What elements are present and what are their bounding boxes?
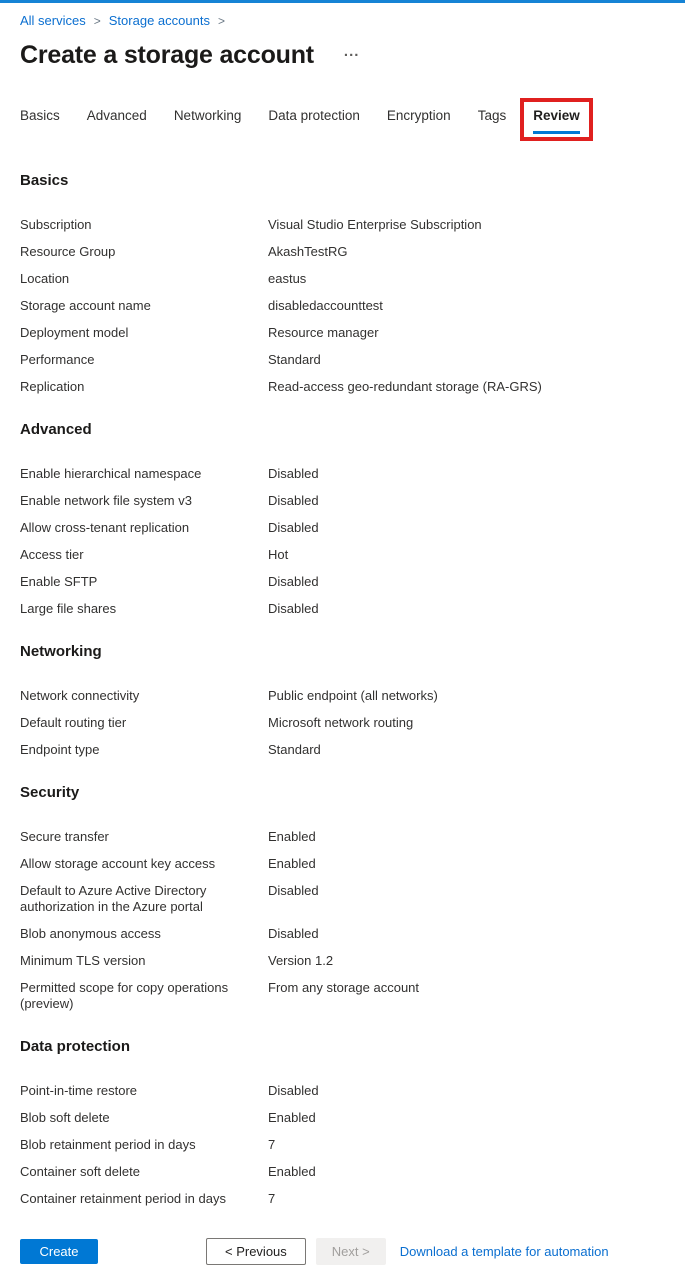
section-networking	[20, 643, 665, 764]
review-row-location	[20, 266, 665, 293]
row-label: Blob soft delete	[20, 1110, 110, 1125]
row-value: Enabled	[268, 856, 316, 871]
tab-review[interactable]: Review	[533, 108, 580, 134]
row-value: Hot	[268, 547, 289, 562]
row-value: Enabled	[268, 829, 316, 844]
row-label: Allow cross-tenant replication	[20, 520, 190, 535]
row-value: Enabled	[268, 1164, 316, 1179]
review-row-enable-network-file-system-v3	[20, 488, 665, 515]
row-value: Resource manager	[268, 325, 379, 340]
row-label: Storage account name	[20, 298, 151, 313]
row-label: Blob retainment period in days	[20, 1137, 196, 1152]
row-label: Blob anonymous access	[20, 926, 161, 941]
row-value: Disabled	[268, 926, 319, 941]
row-value: Public endpoint (all networks)	[268, 688, 438, 703]
create-button[interactable]: Create	[20, 1239, 98, 1264]
review-tab-highlight-annotation	[520, 98, 593, 141]
section-title-advanced: Advanced	[20, 421, 92, 438]
row-value: Microsoft network routing	[268, 715, 414, 730]
row-value: Disabled	[268, 574, 319, 589]
review-row-default-routing-tier	[20, 710, 665, 737]
row-label: Default routing tier	[20, 715, 127, 730]
row-label: Location	[20, 271, 70, 286]
row-label: Subscription	[20, 217, 92, 232]
review-row-minimum-tls-version	[20, 948, 665, 975]
row-value: Standard	[268, 352, 321, 367]
row-label: Container retainment period in days	[20, 1191, 226, 1206]
row-label: Container soft delete	[20, 1164, 140, 1179]
page-header	[20, 41, 665, 70]
row-label: Endpoint type	[20, 742, 100, 757]
row-label: Secure transfer	[20, 829, 109, 844]
breadcrumb-separator: >	[217, 13, 225, 28]
review-row-enable-sftp	[20, 569, 665, 596]
row-label: Large file shares	[20, 601, 117, 616]
wizard-footer	[20, 1238, 665, 1279]
row-value: From any storage account	[268, 980, 420, 995]
tab-basics[interactable]: Basics	[20, 108, 60, 123]
section-advanced	[20, 421, 665, 623]
row-label: Resource Group	[20, 244, 116, 259]
review-row-permitted-scope-for-copy-operations-preview	[20, 975, 665, 1018]
review-row-replication	[20, 374, 665, 401]
section-data-protection	[20, 1038, 665, 1213]
review-row-enable-hierarchical-namespace	[20, 461, 665, 488]
previous-button[interactable]: < Previous	[206, 1238, 306, 1265]
breadcrumb-link-storage-accounts[interactable]: Storage accounts	[108, 13, 210, 28]
wizard-tab-bar	[20, 108, 665, 141]
row-label: Enable network file system v3	[20, 493, 192, 508]
tab-networking[interactable]: Networking	[173, 108, 242, 123]
review-row-default-to-azure-active-directory-authorization-in-the-azure-portal	[20, 878, 665, 921]
row-value: Read-access geo-redundant storage (RA-GRS)	[268, 379, 542, 394]
row-label: Network connectivity	[20, 688, 140, 703]
review-row-storage-account-name	[20, 293, 665, 320]
row-label: Deployment model	[20, 325, 129, 340]
row-label: Default to Azure Active Directory authorization in the Azure portal	[20, 883, 207, 914]
page-title: Create a storage account	[20, 41, 314, 69]
review-summary	[20, 141, 665, 1213]
row-value: 7	[268, 1191, 276, 1206]
review-row-performance	[20, 347, 665, 374]
review-row-network-connectivity	[20, 683, 665, 710]
section-title-networking: Networking	[20, 643, 102, 660]
row-value: eastus	[268, 271, 307, 286]
row-label: Enable hierarchical namespace	[20, 466, 202, 481]
row-value: Standard	[268, 742, 321, 757]
review-row-allow-cross-tenant-replication	[20, 515, 665, 542]
section-security	[20, 784, 665, 1018]
review-row-point-in-time-restore	[20, 1078, 665, 1105]
review-row-blob-soft-delete	[20, 1105, 665, 1132]
section-title-basics: Basics	[20, 172, 69, 189]
tab-advanced[interactable]: Advanced	[86, 108, 147, 123]
download-template-link[interactable]: Download a template for automation	[399, 1244, 609, 1259]
review-row-secure-transfer	[20, 824, 665, 851]
tab-tags[interactable]: Tags	[477, 108, 507, 123]
row-label: Permitted scope for copy operations (preview)	[20, 980, 229, 1011]
row-value: Disabled	[268, 466, 319, 481]
breadcrumb-link-all-services[interactable]: All services	[20, 13, 86, 28]
review-row-allow-storage-account-key-access	[20, 851, 665, 878]
row-value: 7	[268, 1137, 276, 1152]
breadcrumb	[20, 13, 665, 28]
section-title-security: Security	[20, 784, 80, 801]
row-value: AkashTestRG	[268, 244, 348, 259]
review-row-large-file-shares	[20, 596, 665, 623]
row-label: Point-in-time restore	[20, 1083, 138, 1098]
row-value: Disabled	[268, 601, 319, 616]
review-row-blob-retainment-period-in-days	[20, 1132, 665, 1159]
next-button[interactable]: Next >	[316, 1238, 386, 1265]
row-label: Replication	[20, 379, 85, 394]
review-row-resource-group	[20, 239, 665, 266]
row-value: Enabled	[268, 1110, 316, 1125]
row-value: disabledaccounttest	[268, 298, 383, 313]
row-value: Disabled	[268, 1083, 319, 1098]
row-label: Enable SFTP	[20, 574, 98, 589]
review-row-subscription	[20, 212, 665, 239]
create-storage-account-page	[0, 3, 685, 1279]
section-title-data-protection: Data protection	[20, 1038, 131, 1055]
section-basics	[20, 172, 665, 401]
row-label: Access tier	[20, 547, 84, 562]
row-label: Minimum TLS version	[20, 953, 146, 968]
row-value: Version 1.2	[268, 953, 334, 968]
row-label: Performance	[20, 352, 95, 367]
more-options-icon[interactable]: ...	[343, 42, 360, 60]
row-value: Disabled	[268, 493, 319, 508]
breadcrumb-separator: >	[93, 13, 101, 28]
review-row-endpoint-type	[20, 737, 665, 764]
row-label: Allow storage account key access	[20, 856, 216, 871]
row-value: Disabled	[268, 520, 319, 535]
review-row-container-retainment-period-in-days	[20, 1186, 665, 1213]
review-row-access-tier	[20, 542, 665, 569]
review-row-container-soft-delete	[20, 1159, 665, 1186]
row-value: Disabled	[268, 883, 319, 898]
tab-data-protection[interactable]: Data protection	[268, 108, 360, 123]
row-value: Visual Studio Enterprise Subscription	[268, 217, 482, 232]
review-row-blob-anonymous-access	[20, 921, 665, 948]
tab-encryption[interactable]: Encryption	[386, 108, 451, 123]
review-row-deployment-model	[20, 320, 665, 347]
